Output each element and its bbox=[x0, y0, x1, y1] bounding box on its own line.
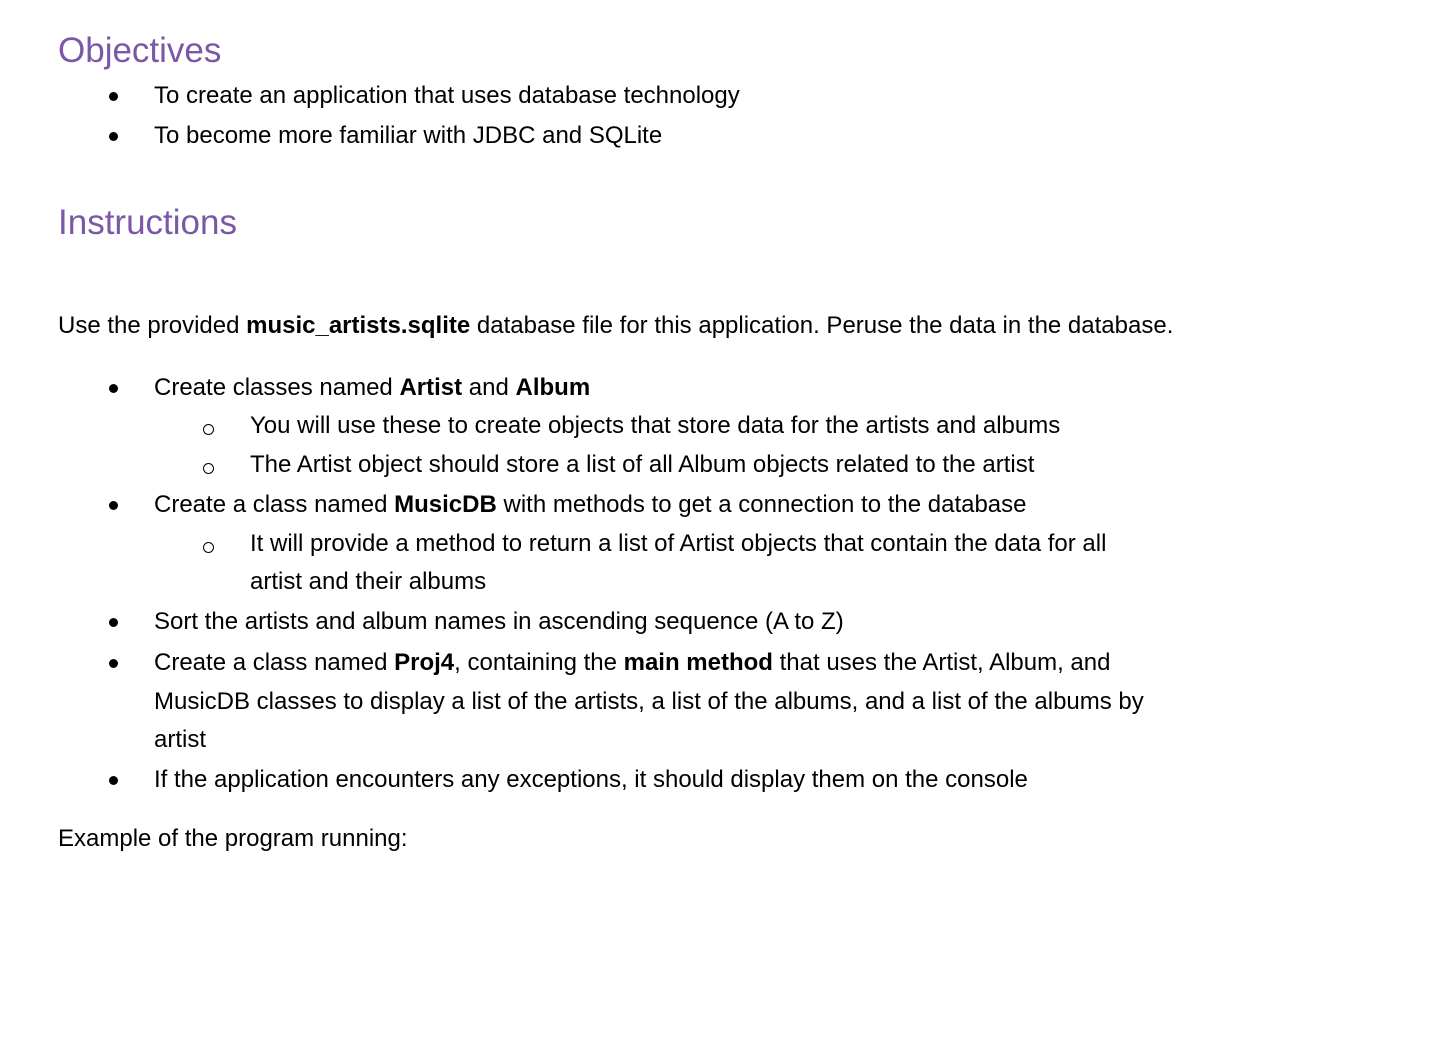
instruction-item-musicdb: Create a class named MusicDB with methods to get a connection to the database bbox=[154, 491, 1027, 518]
musicdb-class-name: MusicDB bbox=[394, 491, 497, 518]
intro-suffix: database file for this application. Peruse the data in the database. bbox=[470, 312, 1174, 339]
objectives-heading: Objectives bbox=[58, 31, 222, 70]
bullet-icon bbox=[107, 769, 121, 793]
sub-bullet-icon bbox=[202, 534, 218, 558]
intro-paragraph bbox=[58, 311, 1173, 341]
bullet-icon bbox=[107, 125, 121, 149]
album-class-name: Album bbox=[515, 374, 591, 401]
bullet-icon bbox=[107, 494, 121, 518]
proj4-class-name: Proj4 bbox=[394, 649, 455, 676]
intro-prefix: Use the provided bbox=[58, 312, 247, 339]
sub-item-continuation: artist and their albums bbox=[250, 568, 487, 595]
instructions-heading: Instructions bbox=[58, 203, 237, 242]
sub-item: The Artist object should store a list of all Album objects related to the artist bbox=[250, 451, 1035, 478]
objective-item: To create an application that uses database technology bbox=[154, 82, 740, 109]
sub-bullet-icon bbox=[202, 455, 218, 479]
artist-class-name: Artist bbox=[399, 374, 463, 401]
bullet-icon bbox=[107, 85, 121, 109]
instruction-item-exceptions: If the application encounters any exceptions, it should display them on the console bbox=[154, 766, 1028, 793]
sub-bullet-icon bbox=[202, 416, 218, 440]
bullet-icon bbox=[107, 611, 121, 635]
instruction-item-proj4: Create a class named Proj4, containing the main method that uses the Artist, Album, and bbox=[154, 649, 1111, 676]
instruction-item-proj4-line2: MusicDB classes to display a list of the artists, a list of the albums, and a list of the albums by bbox=[154, 688, 1144, 715]
database-filename: music_artists.sqlite bbox=[246, 312, 471, 339]
bullet-icon bbox=[107, 652, 121, 676]
instruction-item-proj4-line3: artist bbox=[154, 726, 207, 753]
instruction-item-sort: Sort the artists and album names in ascending sequence (A to Z) bbox=[154, 608, 844, 635]
objective-item: To become more familiar with JDBC and SQLite bbox=[154, 122, 663, 149]
example-caption: Example of the program running: bbox=[58, 825, 408, 852]
sub-item: You will use these to create objects that store data for the artists and albums bbox=[250, 412, 1061, 439]
sub-item: It will provide a method to return a list of Artist objects that contain the data for all bbox=[250, 530, 1107, 557]
main-method-label: main method bbox=[623, 649, 773, 676]
instruction-item-classes: Create classes named Artist and Album bbox=[154, 374, 591, 401]
bullet-icon bbox=[107, 377, 121, 401]
